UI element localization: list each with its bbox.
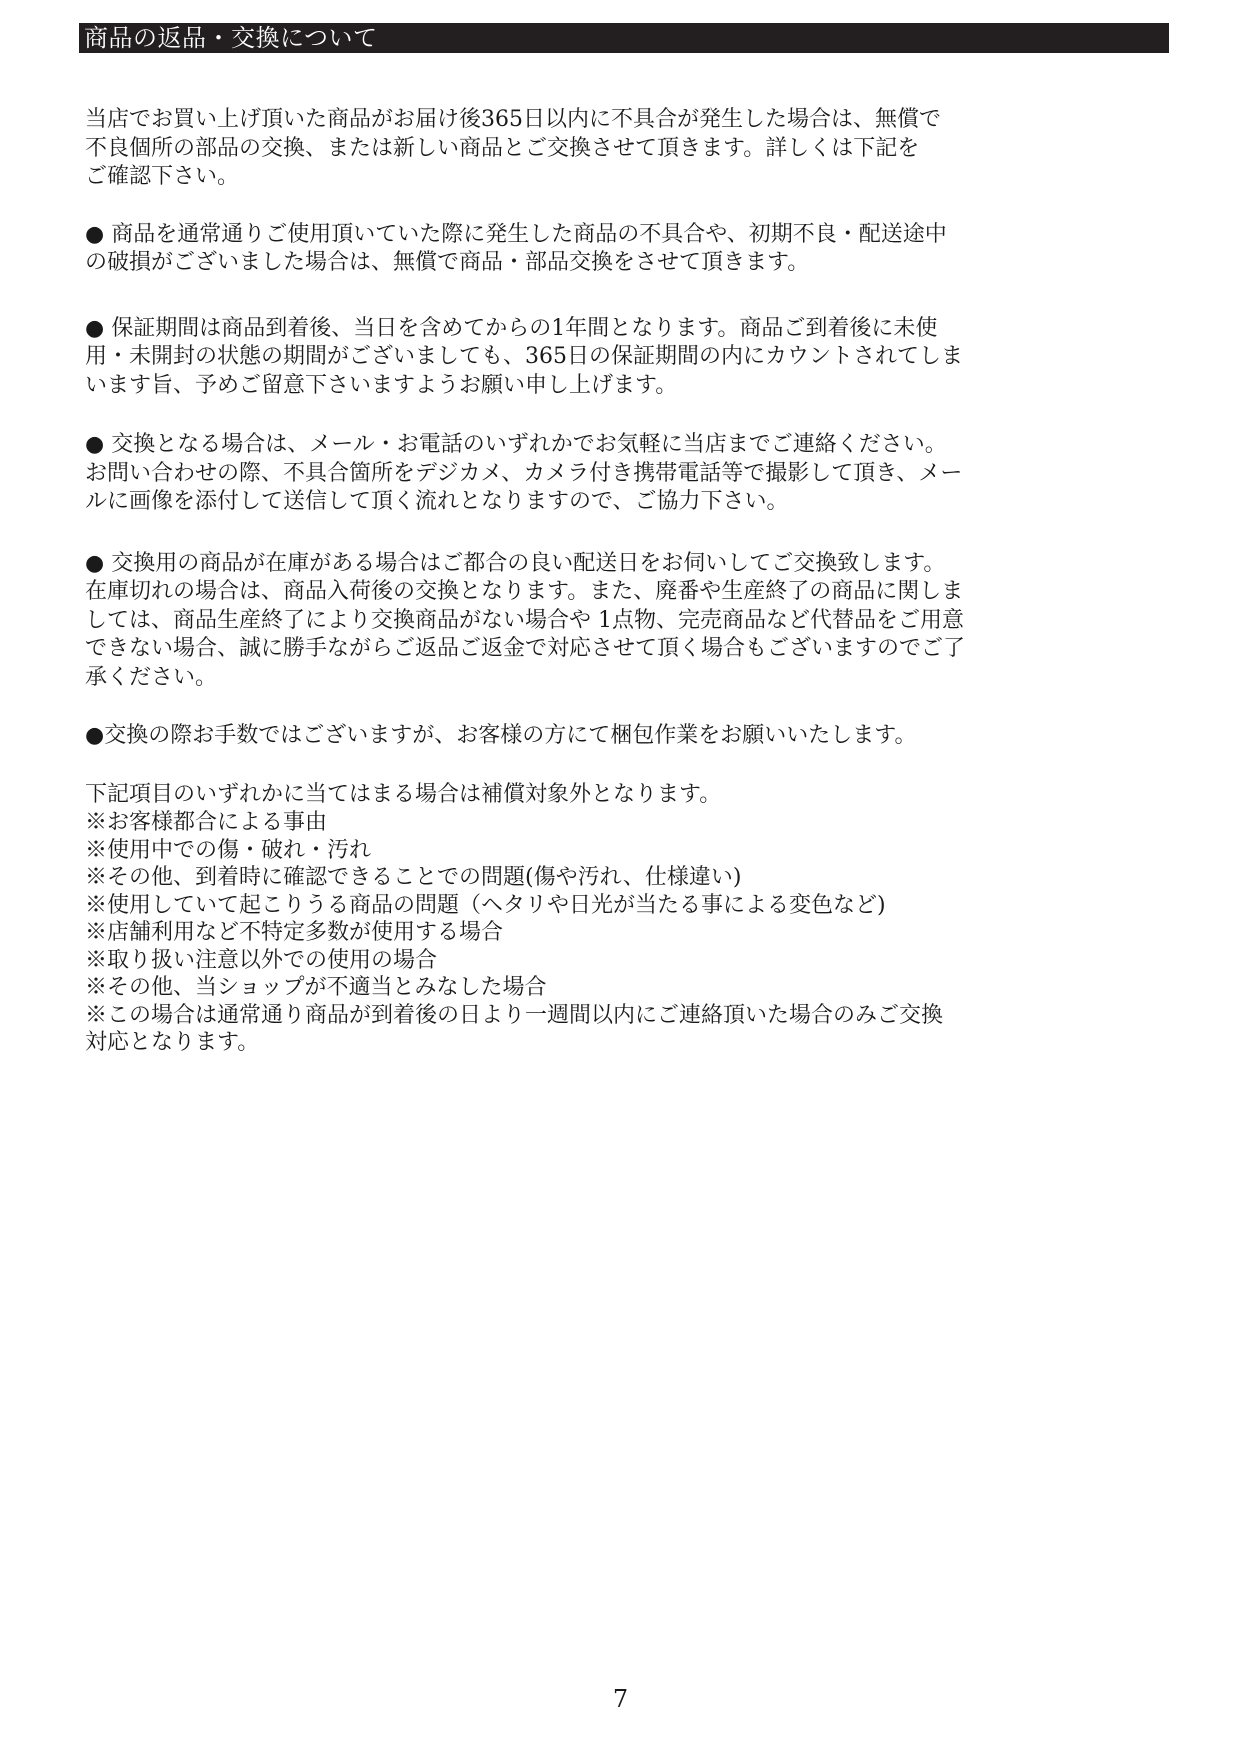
text-line: ● 交換となる場合は、メール・お電話のいずれかでお気軽に当店までご連絡ください。 — [85, 432, 947, 457]
page-number: 7 — [612, 1685, 629, 1713]
text-line: 承ください。 — [85, 664, 218, 690]
list-item: ※その他、当ショップが不適当とみなした場合 — [85, 975, 547, 1000]
list-item: ※この場合は通常通り商品が到着後の日より一週間以内にご連絡頂いた場合のみご交換 — [85, 1002, 944, 1028]
document-body — [85, 106, 1160, 1057]
list-item: ※お客様都合による事由 — [85, 810, 328, 835]
section-header-bar — [79, 23, 1169, 53]
contact-paragraph — [85, 431, 1160, 517]
list-item: ※その他、到着時に確認できることでの問題(傷や汚れ、仕様違い) — [85, 865, 742, 890]
packing-paragraph — [85, 722, 1160, 751]
text-line: 不良個所の部品の交換、または新しい商品とご交換させて頂きます。詳しくは下記を — [85, 135, 920, 161]
intro-paragraph — [85, 106, 1160, 192]
text-line: できない場合、誠に勝手ながらご返品ご返金で対応させて頂く場合もございますのでご了 — [85, 636, 966, 661]
text-line: ● 交換用の商品が在庫がある場合はご都合の良い配送日をお伺いしてご交換致します。 — [85, 550, 946, 576]
text-line: の破損がございました場合は、無償で商品・部品交換をさせて頂きます。 — [85, 250, 810, 275]
text-line: 用・未開封の状態の期間がございましても、365日の保証期間の内にカウントされてしま — [85, 344, 963, 369]
list-item: ※使用していて起こりうる商品の問題（ヘタリや日光が当たる事による変色など) — [85, 892, 886, 918]
text-line: お問い合わせの際、不具合箇所をデジカメ、カメラ付き携帯電話等で撮影して頂き、メー — [85, 460, 963, 486]
text-line: しては、商品生産終了により交換商品がない場合や 1点物、完売商品など代替品をご用意 — [85, 607, 964, 633]
text-line: ● 商品を通常通りご使用頂いていた際に発生した商品の不具合や、初期不良・配送途中 — [85, 221, 947, 247]
stock-paragraph — [85, 550, 1160, 693]
text-line: ご確認下さい。 — [85, 164, 240, 189]
section-title: 商品の返品・交換について — [84, 24, 378, 52]
text-line: います旨、予めご留意下さいますようお願い申し上げます。 — [85, 372, 678, 398]
text-line: 在庫切れの場合は、商品入荷後の交換となります。また、廃番や生産終了の商品に関しま — [85, 579, 964, 604]
text-line: ● 保証期間は商品到着後、当日を含めてからの1年間となります。商品ご到着後に未使 — [85, 315, 938, 341]
warranty-period-paragraph — [85, 315, 1160, 401]
list-item: ※店舗利用など不特定多数が使用する場合 — [85, 920, 504, 945]
defect-paragraph — [85, 221, 1160, 278]
list-item: 対応となります。 — [85, 1030, 260, 1055]
list-item: ※取り扱い注意以外での使用の場合 — [85, 947, 438, 973]
text-line: ルに画像を添付して送信して頂く流れとなりますので、ご協力下さい。 — [85, 489, 789, 514]
text-line: 当店でお買い上げ頂いた商品がお届け後365日以内に不具合が発生した場合は、無償で — [85, 107, 941, 132]
exclusions-list — [85, 809, 1160, 1057]
exclusions-intro: 下記項目のいずれかに当てはまる場合は補償対象外となります。 — [85, 781, 722, 807]
list-item: ※使用中での傷・破れ・汚れ — [85, 837, 372, 863]
text-line: ●交換の際お手数ではございますが、お客様の方にて梱包作業をお願いいたします。 — [85, 723, 917, 748]
